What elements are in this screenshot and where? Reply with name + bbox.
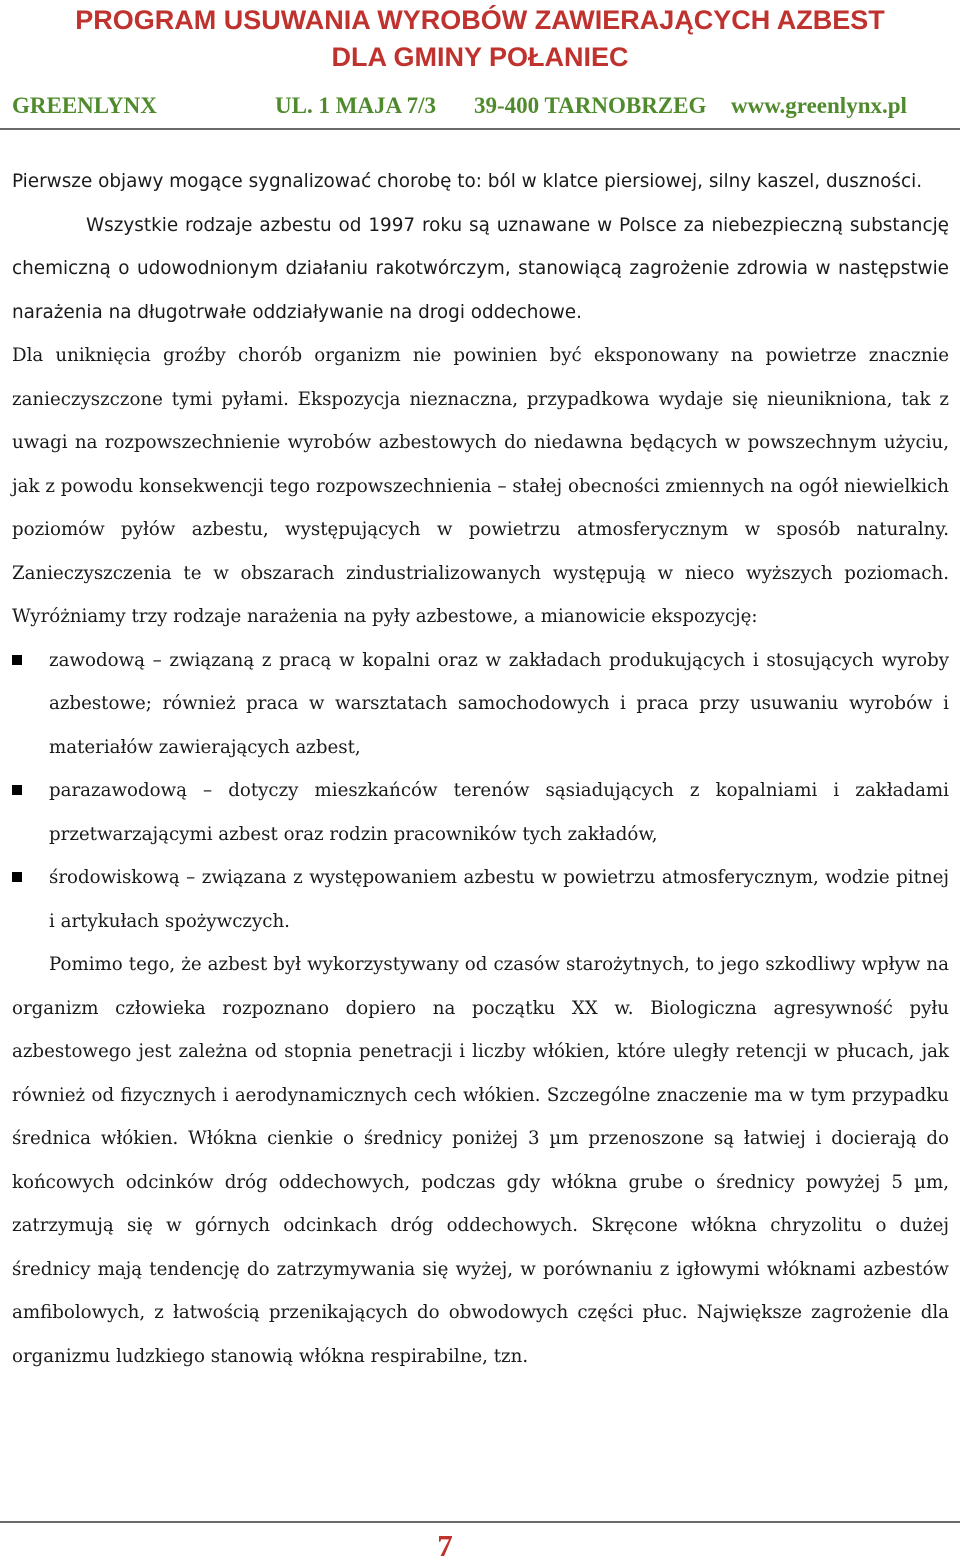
- list-item-occupational: [12, 639, 949, 770]
- paragraph-exposure: Dla uniknięcia groźby chorób organizm nie powinien być eksponowany na powietrze znacznie zanieczyszczone tymi pyłami. Ekspozycja nieznaczna, przypadkowa wydaje się nieunikniona, tak z uwagi na rozpowszechnienie wyrobów azbestowych do niedawna będących w powszechnym użyciu, jak z powodu konsekwencji tego rozpowszechnienia – stałej obecności zmiennych na ogół niewielkich poziomów pyłów azbestu, występujących w powietrzu atmosferycznym w sposób naturalny. Zanieczyszczenia te w obszarach zindustrializowanych występują w nieco wyższych poziomach. Wyróżniamy trzy rodzaje narażenia na pyły azbestowe, a mianowicie ekspozycję:: [12, 345, 949, 627]
- paragraph-asbestos-classification: Wszystkie rodzaje azbestu od 1997 roku są uznawane w Polsce za niebezpieczną substancję chemiczną o udowodnionym działaniu rakotwórczym, stanowiącą zagrożenie zdrowia w następstwie narażenia na długotrwałe oddziaływanie na drogi oddechowe.: [12, 214, 949, 323]
- paragraph-fiber-harm: Pomimo tego, że azbest był wykorzystywany od czasów starożytnych, to jego szkodliwy wpływ na organizm człowieka rozpoznano dopiero na początku XX w. Biologiczna agresywność pyłu azbestowego jest zależna od stopnia penetracji i liczby włókien, które uległy retencji w płucach, jak również od fizycznych i aerodynamicznych cech włókien. Szczególne znaczenie ma w tym przypadku średnica włókien. Włókna cienkie o średnicy poniżej 3 µm przenoszone są łatwiej i docierają do końcowych odcinków dróg oddechowych, podczas gdy włókna grube o średnicy powyżej 5 µm, zatrzymują się w górnych odcinkach dróg oddechowych. Skręcone włókna chryzolitu o dużej średnicy mają tendencję do zatrzymywania się wyżej, w porównaniu z igłowymi włóknami azbestów amfibolowych, z łatwością przenikających do obwodowych części płuc. Największe zagrożenie dla organizmu ludzkiego stanowią włókna respirabilne, tzn.: [12, 954, 949, 1367]
- list-item-paraoccupational: [12, 769, 949, 856]
- document-title-line2: DLA GMINY POŁANIEC: [331, 42, 629, 72]
- company-website[interactable]: www.greenlynx.pl: [731, 93, 907, 118]
- company-city: 39-400 TARNOBRZEG: [474, 93, 707, 118]
- paragraph-symptoms: Pierwsze objawy mogące sygnalizować chorobę to: ból w klatce piersiowej, silny kaszel, duszności.: [12, 171, 923, 192]
- list-item-environmental: [12, 856, 949, 943]
- company-street: UL. 1 MAJA 7/3: [275, 93, 436, 118]
- square-bullet-icon: [12, 872, 22, 882]
- square-bullet-icon: [12, 785, 22, 795]
- list-item-text: zawodową – związaną z pracą w kopalni oraz w zakładach produkujących i stosujących wyroby azbestowe; również praca w warsztatach samochodowych i praca przy usuwaniu wyrobów i materiałów zawierających azbest,: [49, 649, 949, 758]
- list-item-text: parazawodową – dotyczy mieszkańców terenów sąsiadujących z kopalniami i zakładami przetwarzającymi azbest oraz rodzin pracowników tych zakładów,: [49, 780, 949, 845]
- header-divider: [0, 128, 960, 130]
- document-title-line1: PROGRAM USUWANIA WYROBÓW ZAWIERAJĄCYCH AZBEST: [75, 5, 885, 35]
- page-number: 7: [437, 1528, 453, 1563]
- page-header: [0, 0, 960, 118]
- document-body: [12, 160, 949, 1378]
- company-name: GREENLYNX: [12, 93, 157, 118]
- list-item-text: środowiskową – związana z występowaniem azbestu w powietrzu atmosferycznym, wodzie pitnej i artykułach spożywczych.: [49, 867, 949, 932]
- footer-divider: [0, 1521, 960, 1523]
- square-bullet-icon: [12, 655, 22, 665]
- exposure-types-list: [12, 639, 949, 944]
